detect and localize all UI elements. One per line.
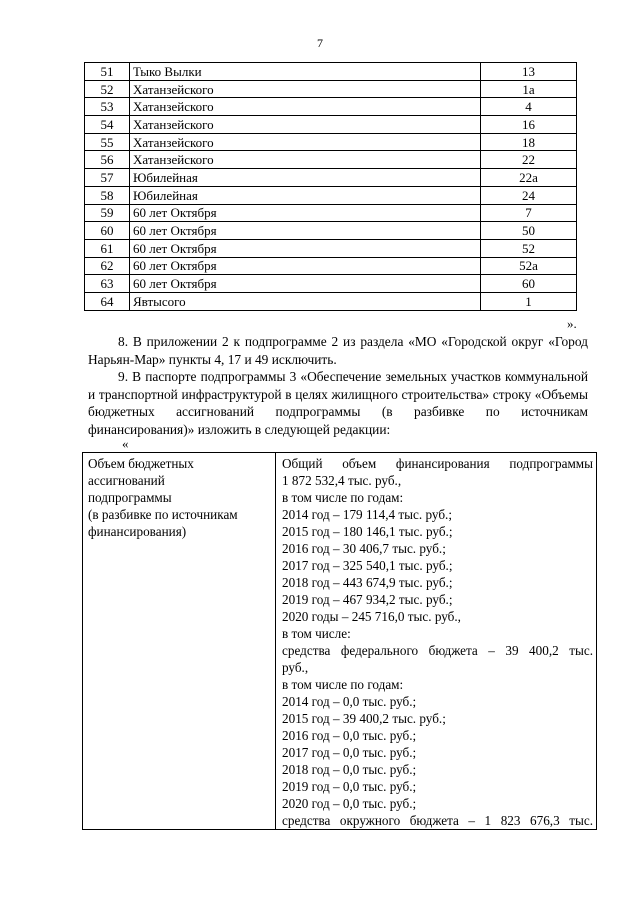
budget-value-line: 2015 год – 39 400,2 тыс. руб.;	[282, 711, 446, 726]
table-row	[85, 222, 577, 240]
row-number: 57	[85, 169, 130, 187]
row-number: 54	[85, 116, 130, 134]
streets-table	[84, 62, 577, 311]
street-name: Хатанзейского	[130, 151, 481, 169]
budget-value-line: средства федерального бюджета – 39 400,2 тыс.	[282, 643, 593, 658]
street-name: 60 лет Октября	[130, 222, 481, 240]
row-number: 63	[85, 275, 130, 293]
budget-value-line: 2017 год – 0,0 тыс. руб.;	[282, 745, 417, 760]
row-number: 61	[85, 239, 130, 257]
budget-label-line: Объем бюджетных	[88, 456, 194, 471]
row-number: 58	[85, 186, 130, 204]
table-row	[85, 292, 577, 310]
house-number: 24	[481, 186, 577, 204]
budget-value-line: 2018 год – 443 674,9 тыс. руб.;	[282, 575, 453, 590]
budget-value-line: 2020 годы – 245 716,0 тыс. руб.,	[282, 609, 461, 624]
row-number: 59	[85, 204, 130, 222]
row-number: 56	[85, 151, 130, 169]
table-row	[85, 275, 577, 293]
house-number: 22	[481, 151, 577, 169]
budget-label-line: подпрограммы	[88, 490, 172, 505]
street-name: 60 лет Октября	[130, 239, 481, 257]
budget-value-line: Общий объем финансирования подпрограммы	[282, 456, 593, 471]
table-row	[85, 186, 577, 204]
row-number: 64	[85, 292, 130, 310]
table-row	[85, 257, 577, 275]
row-number: 52	[85, 80, 130, 98]
street-name: Юбилейная	[130, 169, 481, 187]
budget-value-line: 2019 год – 467 934,2 тыс. руб.;	[282, 592, 453, 607]
table-closing-quote: ».	[567, 316, 577, 331]
house-number: 13	[481, 63, 577, 81]
street-name: Хатанзейского	[130, 80, 481, 98]
street-name: Хатанзейского	[130, 116, 481, 134]
budget-value-line: в том числе:	[282, 626, 351, 641]
budget-row	[83, 453, 597, 830]
row-number: 60	[85, 222, 130, 240]
house-number: 1	[481, 292, 577, 310]
house-number: 4	[481, 98, 577, 116]
table-row	[85, 151, 577, 169]
table-row	[85, 239, 577, 257]
budget-value-line: руб.,	[282, 660, 309, 675]
row-number: 53	[85, 98, 130, 116]
street-name: Хатанзейского	[130, 133, 481, 151]
paragraph-8: 8. В приложении 2 к подпрограмме 2 из раздела «МО «Городской округ «Город Нарьян-Мар» пункты 4, 17 и 49 исключить.	[88, 334, 588, 367]
table-row	[85, 116, 577, 134]
street-name: Тыко Вылки	[130, 63, 481, 81]
budget-value-line: 2016 год – 30 406,7 тыс. руб.;	[282, 541, 446, 556]
table-row	[85, 98, 577, 116]
street-name: 60 лет Октября	[130, 204, 481, 222]
budget-value-line: 2015 год – 180 146,1 тыс. руб.;	[282, 524, 453, 539]
house-number: 18	[481, 133, 577, 151]
budget-value-line: 2019 год – 0,0 тыс. руб.;	[282, 779, 417, 794]
budget-value-line: средства окружного бюджета – 1 823 676,3 тыс.	[282, 813, 593, 828]
page-number: 7	[317, 36, 323, 50]
budget-value-line: 2017 год – 325 540,1 тыс. руб.;	[282, 558, 453, 573]
budget-value-line: 2018 год – 0,0 тыс. руб.;	[282, 762, 417, 777]
budget-table	[82, 452, 597, 830]
table-row	[85, 204, 577, 222]
table-row	[85, 169, 577, 187]
table-row	[85, 63, 577, 81]
row-number: 62	[85, 257, 130, 275]
house-number: 7	[481, 204, 577, 222]
budget-value-line: 1 872 532,4 тыс. руб.,	[282, 473, 402, 488]
street-name: Явтысого	[130, 292, 481, 310]
street-name: Юбилейная	[130, 186, 481, 204]
street-name: Хатанзейского	[130, 98, 481, 116]
paragraph-9: 9. В паспорте подпрограммы 3 «Обеспечение земельных участков коммунальной и транспортной инфраструктурой в целях жилищного строительства» строку «Объемы бюджетных ассигнований подпрограммы (в разбивке по источникам финансирования)» изложить в следующей редакции:	[88, 369, 588, 437]
budget-value-line: 2020 год – 0,0 тыс. руб.;	[282, 796, 417, 811]
row-number: 51	[85, 63, 130, 81]
house-number: 52	[481, 239, 577, 257]
street-name: 60 лет Октября	[130, 257, 481, 275]
budget-label-line: финансирования)	[88, 524, 187, 539]
house-number: 60	[481, 275, 577, 293]
house-number: 22а	[481, 169, 577, 187]
budget-value-line: 2014 год – 0,0 тыс. руб.;	[282, 694, 417, 709]
table-row	[85, 133, 577, 151]
opening-quote: «	[122, 436, 129, 451]
budget-value-line: 2014 год – 179 114,4 тыс. руб.;	[282, 507, 453, 522]
house-number: 1а	[481, 80, 577, 98]
row-number: 55	[85, 133, 130, 151]
budget-value-line: 2016 год – 0,0 тыс. руб.;	[282, 728, 417, 743]
budget-value-line: в том числе по годам:	[282, 677, 404, 692]
house-number: 16	[481, 116, 577, 134]
budget-value-line: в том числе по годам:	[282, 490, 404, 505]
street-name: 60 лет Октября	[130, 275, 481, 293]
table-row	[85, 80, 577, 98]
house-number: 50	[481, 222, 577, 240]
house-number: 52а	[481, 257, 577, 275]
budget-label-cell	[83, 453, 276, 830]
budget-value-cell	[276, 453, 597, 830]
budget-label-line: ассигнований	[88, 473, 165, 488]
budget-label-line: (в разбивке по источникам	[88, 507, 238, 522]
